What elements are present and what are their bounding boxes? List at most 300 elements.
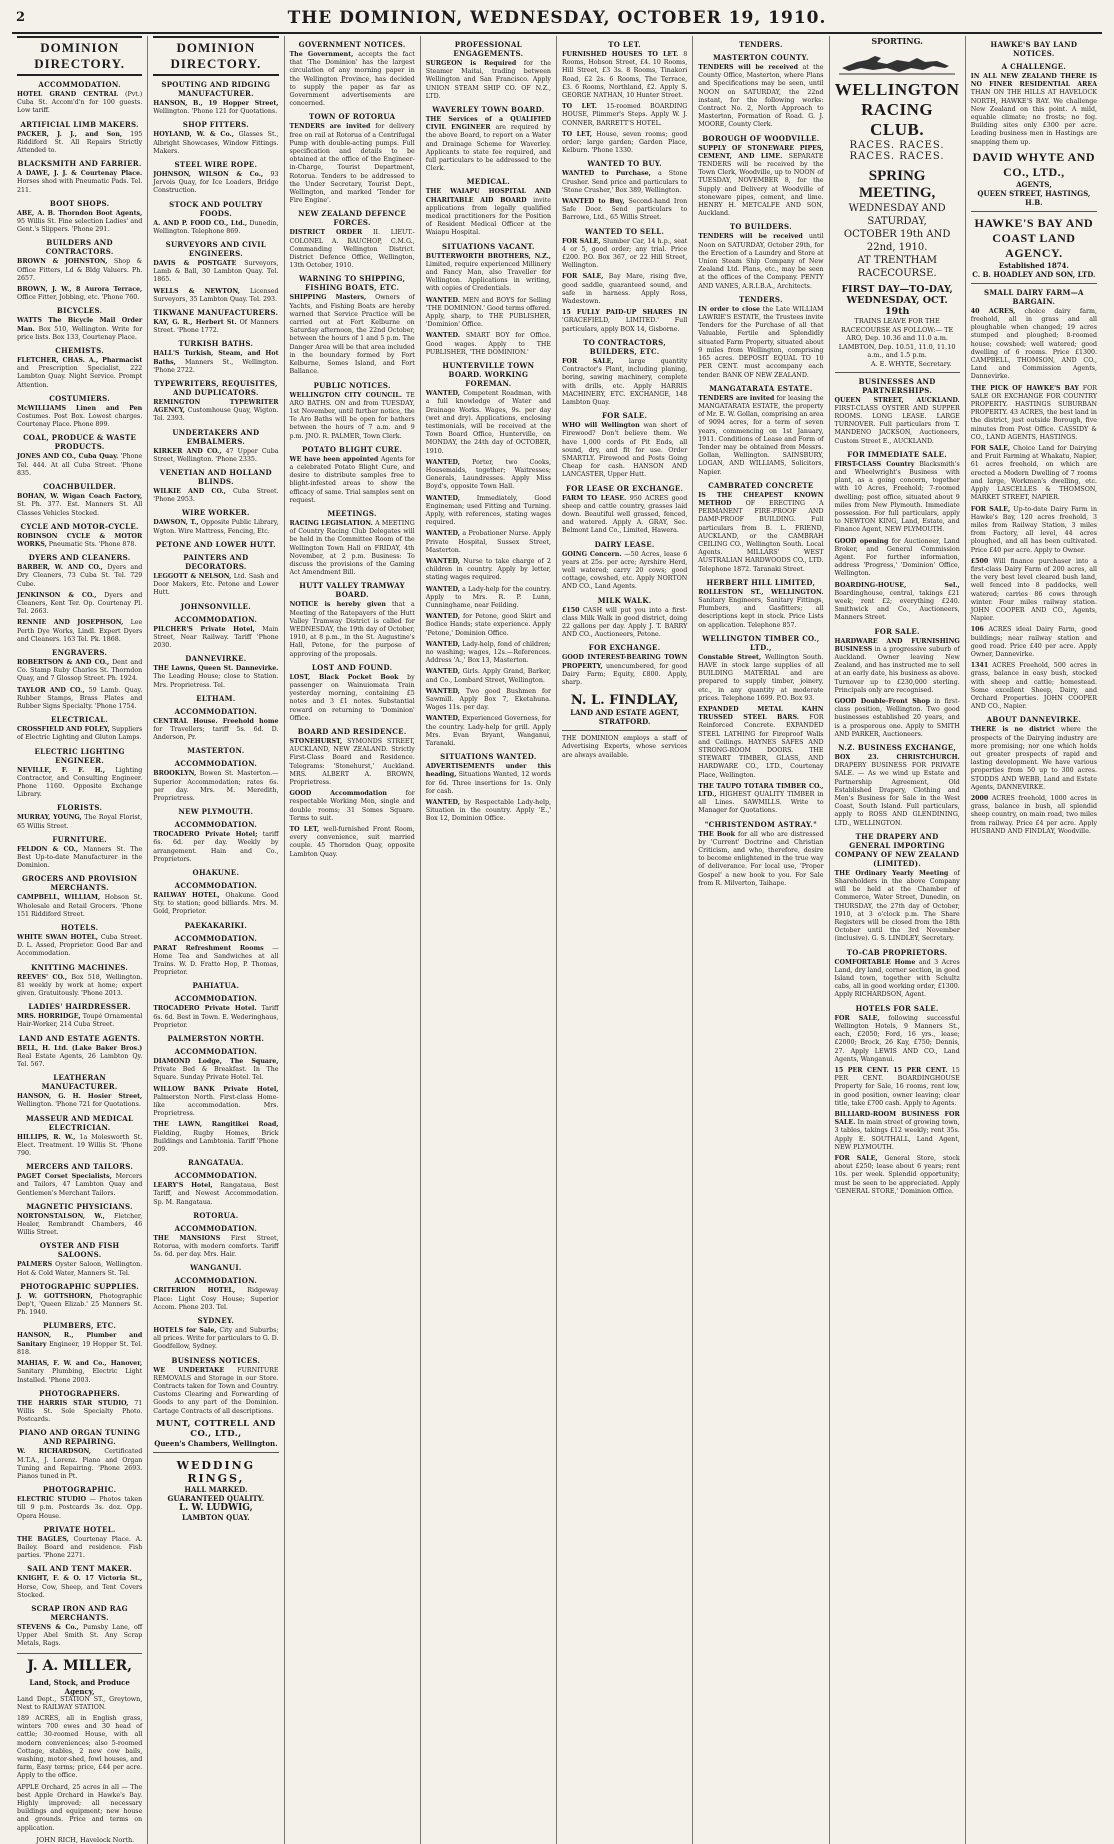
section-heading: TENDERS. [738, 40, 783, 49]
ad-text: ACRES Freehold, 500 acres in grass, balance in easy bush, stocked with sheep and cattle; homestead. Some excellent Sheep, Dairy, and Orchard Properties. JOHN COOPER AND CO., Napier. [970, 662, 1097, 711]
ad-text: for Petone, good Skirt and Bodice Hands; state experience. Apply 'Petone,' Dominion Office. [425, 613, 551, 637]
ad-text: ACRES ideal Dairy Farm, good buildings; near railway station and good road. Price £40 per acre. Apply Owner, Dannevirke. [970, 626, 1097, 658]
section-heading: PETONE AND LOWER HUTT. [155, 539, 276, 549]
classified-ad [562, 551, 687, 592]
directory-heading: DOMINION DIRECTORY. [153, 36, 278, 76]
ad-lead: GOOD opening [834, 537, 889, 545]
ad-text: Situations Wanted, 12 words for 6d. Three insertions for 1s. Only for cash. [425, 771, 551, 795]
column-8 [966, 36, 1102, 1844]
ad-lead: THERE is no district [970, 726, 1055, 734]
ad-lead: HOTEL GRAND CENTRAL [17, 91, 119, 98]
column-6 [693, 36, 829, 1844]
ad-lead: WANTED, [425, 640, 460, 648]
classified-ad [562, 654, 687, 687]
ad-text: Cuba Street. D. L. Assed, Proprietor. Good Bar and Accommodation. [17, 934, 143, 958]
section-heading: ACCOMMODATION. [174, 1046, 258, 1056]
classified-ad [562, 170, 687, 195]
ad-lead: MAHIAS, F. W. and Co., Hanover, [17, 1360, 143, 1368]
ad-text: Photographic Dep't, 'Queen Elizab.' 25 Manners St. Ph. 1940. [17, 1292, 143, 1317]
train-times: TRAINS LEAVE FOR THE RACECOURSE AS FOLLOW:— TE ARO, Dep. 10.36 and 11.0 a.m. LAMBTON, Dep. 10.51, 11.0, 11.10 a.m., and 1.5 p.m. [838, 317, 956, 359]
ad-text: —50 Acres, lease 6 years at 25s. per acre; Ayrshire Herd, well watered; carry 20 cows; good cottage, cowshed, etc. Apply NORTON AND CO., Land Agents. [562, 550, 688, 591]
ad-text: the Late WILLIAM LAWRIE'S ESTATE, the Trustees invite Tenders for the Purchase of all that Valuable, Fertile and Splendidly situated Farm Property, situated about 9 miles from Wellington, comprising 165 acres. DEPOSIT EQUAL TO 10 PER CENT. must accompany each tender. BANK OF NEW ZEALAND. [698, 305, 824, 379]
ad-text: Mercers and Tailors, 47 Lambton Quay and Gentlemen's Merchant Tailors. [17, 1173, 143, 1197]
classified-ad [971, 558, 1097, 624]
ad-text: Licensed Surveyors, 35 Lambton Quay. Tel. 293. [153, 287, 279, 303]
ad-lead: KAY, G. R., Herbert St. [153, 319, 237, 327]
firm-subtitle: Established 1874. [998, 260, 1069, 270]
column-4 [421, 36, 557, 1844]
ad-lead: BARBER, W. AND CO., [17, 564, 103, 572]
section-heading: PIANO AND ORGAN TUNING AND REPAIRING. [18, 1428, 141, 1447]
section-heading: STEEL WIRE ROPE. [174, 160, 258, 170]
section-heading: ACCOMMODATION. [174, 1223, 258, 1233]
masthead [12, 6, 1102, 34]
ad-text: invite applications from legally qualified medical practitioners for the Position of Resident Medical Officer at the Waiapu Hospital. [425, 196, 551, 237]
column-1 [12, 36, 148, 1844]
ad-text: Fletcher, Healer, Rembrandt Chambers, 46 Willis Street. [17, 1212, 143, 1237]
classified-ad [153, 892, 278, 917]
ad-text: 950 ACRES good sheep and cattle country, grasses laid down. Beautiful well grassed, fenced, and watered. Apply A. GRAY, Sec. Belmont Land Co., Limited, Hawera. [562, 494, 688, 535]
section-heading: MASTERTON. [187, 746, 245, 756]
ad-lead: GOOD INTEREST-BEARING TOWN PROPERTY, [562, 654, 688, 670]
section-heading: WANTED TO SELL. [585, 226, 665, 236]
ad-lead: TENDERS are invited [698, 394, 775, 402]
classified-ad [835, 1155, 960, 1196]
section-heading: CAMBRATED CONCRETE [708, 480, 814, 490]
section-heading: HOTELS. [60, 923, 99, 932]
ad-lead: THE Book [698, 830, 735, 838]
classified-ad [17, 1213, 142, 1238]
ad-lead: JENKINSON & CO., [17, 591, 97, 599]
ad-lead: JONES AND CO., Cuba Quay. [17, 453, 119, 461]
classified-ad [562, 607, 687, 640]
ad-text: In main street of growing town, 3 tables, takings £12 weekly; rent 35s. Apply E. SOUTHALL, Land Agent, NEW PLYMOUTH. [834, 1119, 960, 1151]
ad-lead: HANSON, G. H. Hosier Street, [17, 1093, 143, 1101]
section-heading: ACCOMMODATION. [174, 1276, 258, 1286]
classified-ad [562, 495, 687, 536]
ad-text: by Respectable Lady-help, Situation in the country. Apply 'E.,' Box 12, Dominion Office. [425, 799, 551, 823]
classified-ad [698, 492, 823, 574]
ad-lead: 1341 [970, 662, 989, 670]
meeting-venue: AT TRENTHAM RACECOURSE. [857, 255, 937, 279]
newspaper-columns [12, 36, 1102, 1844]
ad-lead: BOHAN, W. Wigan Coach Factory, [17, 493, 143, 501]
ad-lead: £150 [562, 606, 580, 614]
ad-text: Ltd. Sash and Door Makers, Etc. Petone and Lower Hutt. [153, 572, 279, 597]
classified-ad [835, 959, 960, 1000]
section-heading: ACCOMMODATION. [174, 614, 258, 624]
column-5 [557, 36, 693, 1844]
classified-ad [835, 1111, 960, 1152]
classified-ad [17, 1624, 142, 1649]
ad-lead: FIRST-CLASS Country [834, 460, 915, 468]
ad-lead: PAGET Corset Specialists, [17, 1173, 112, 1181]
section-heading: LAND AND ESTATE AGENTS. [18, 1033, 141, 1043]
ad-lead: PILCHER'S Private Hotel, [153, 625, 255, 633]
ad-text: Horses shod with Pneumatic Pads. Tel. 211. [17, 178, 143, 194]
section-heading: ABOUT DANNEVIRKE. [986, 715, 1082, 725]
ad-lead: GOOD Accommodation [289, 790, 387, 798]
classified-ad [290, 456, 415, 505]
ad-lead: WANTED to Buy, [562, 198, 625, 206]
ad-lead: WILKIE AND CO., [153, 488, 226, 496]
classified-ad [971, 445, 1097, 502]
ad-text: Toupé Ornamental Hair-Worker, 214 Cuba Street. [17, 1013, 143, 1029]
classified-ad [153, 1121, 278, 1154]
section-heading: BUILDERS AND CONTRACTORS. [45, 238, 114, 257]
ad-text: HIGHEST QUALITY TIMBER in all Lines. SAWMILLS. Write to Manager for Quotations. [698, 791, 824, 815]
ad-text: City and Suburbs; all prices. Write for particulars to G. D. Goodfellow, Sydney. [153, 1327, 279, 1351]
classified-ad [698, 233, 823, 290]
classified-ad [698, 589, 823, 630]
ad-text: Second-hand Iron Safe Door. Send particulars to Barrowe, Ltd., 65 Willis Street. [562, 198, 688, 222]
ad-text: Experienced Governess, for the country. Lady-help for grill. Apply Mrs. Evan Bryant, Wanganui, Taranaki. [425, 715, 551, 748]
ad-text: CASH will put you into a first-class Milk Walk in good district, doing 22 gallons per day. Apply J. T. BARRY AND CO., Auctioneers, Petone. [562, 606, 688, 639]
section-heading: ELTHAM. [196, 693, 236, 703]
ad-text: Real Estate Agents, 26 Lambton Qy. Tel. 567. [17, 1052, 143, 1069]
meeting-dates: OCTOBER 19th AND 22nd, 1910. [843, 229, 951, 253]
classified-ad [426, 715, 551, 748]
section-heading: DAIRY LEASE. [594, 539, 655, 549]
ad-lead: TO LET, [562, 130, 593, 138]
classified-ad [153, 1005, 278, 1030]
divider [971, 283, 1097, 284]
ad-lead: WHO will Wellington [562, 422, 640, 430]
classified-ad [153, 100, 278, 116]
ad-lead: BROOKLYN, [153, 770, 197, 778]
classified-ad [290, 392, 415, 441]
section-heading: OYSTER AND FISH SALOONS. [39, 1241, 120, 1260]
classified-ad [153, 626, 278, 651]
section-heading: SMALL DAIRY FARM—A BARGAIN. [984, 287, 1084, 306]
ad-lead: WANTED, [425, 530, 460, 538]
ad-text: Two good Bushmen for Sawmill. Apply Box 7, Eketahuna. Wages 11s. per day. [425, 687, 551, 712]
ad-text: Girls. Apply Grand, Barker, and Co., Lombard Street, Wellington. [425, 668, 551, 684]
classified-ad [426, 116, 551, 173]
jeweller-name: L. W. LUDWIG, [178, 1502, 253, 1513]
ad-text: and Prescription Specialist, 222 Lambton Quay. Night Service. Prompt Attention. [17, 365, 143, 389]
ad-lead: 40 ACRES, [970, 307, 1016, 315]
classified-ad [17, 1013, 142, 1029]
ad-lead: WE have been appointed [289, 455, 379, 463]
ad-text: Lighting Contractor, and Consulting Engineer. Phone 1160. Opposite Exchange Library. [17, 766, 143, 799]
ad-text: for all who are distressed by 'Current' Doctrine and Christian Criticism, and who, therefore, desire to become enlightened in the true way of deliverance. For local use, 'Proper Gospel' a new book to you. For Sale from R. Milverton, Taihape. [698, 830, 824, 887]
ad-text: for Auctioneer, Land Broker, and General Commission Agent. For further information, address 'Progress,' 'Dominion' Office, Wellington. [834, 537, 960, 578]
classified-ad [971, 506, 1097, 555]
section-heading: ELECTRICAL. [51, 715, 109, 725]
ad-lead: RAILWAY HOTEL, [153, 891, 220, 899]
ad-lead: LEGGOTT & NELSON, [153, 572, 232, 580]
classified-ad [153, 399, 278, 424]
classified-ad [698, 395, 823, 477]
section-heading: LEATHERAN MANUFACTURER. [41, 1073, 118, 1092]
section-heading: TURKISH BATHS. [178, 339, 254, 349]
section-heading: FOR SALE. [602, 411, 648, 421]
classified-ad [17, 1261, 142, 1277]
section-heading: ACCOMMODATION. [174, 880, 258, 890]
ad-text: tariff 6s. 6d. per day. Weekly by arrangement. Hain and Co., Proprietors. [153, 831, 279, 863]
ad-lead: FELDON & CO., [17, 845, 79, 853]
ad-text: in a progressive suburb of Auckland. Owner leaving New Zealand, and has instructed me to sell at an early date, his business as above. Turnover up to £230,000 sterling. Principals only are recognised. [834, 645, 960, 694]
ad-text: OF ERECTING A PERMANENT FIRE-PROOF AND DAMP-PROOF BUILDING. Full particulars from B. L. FRIEND, AUCKLAND, or the CAMBRAH CEILING CO., Wellington South. Local Agents. MILLARS' WEST AUSTRALIAN HARDWOODS CO., LTD. Telephone 1872. Taranaki Street. [698, 499, 824, 573]
ad-text: Dunedin, Wellington. Telephone 869. [153, 219, 279, 235]
agent-subtitle: Land, Stock, and Produce Agency, [29, 1677, 130, 1696]
classified-ad [153, 1086, 278, 1119]
ad-lead: J. W. GOTTSHORN, [17, 1292, 93, 1300]
classified-ad [17, 405, 142, 430]
ad-lead: THE TAUPO TOTARA TIMBER CO., LTD., [698, 782, 824, 799]
ad-text: Blacksmith's and Wheelwright's Business with plant, as a going concern, together with 10 Acres, Freehold; 7-roomed dwelling; post office, situated about 9 miles from New Plymouth. Immediate possession. For full particulars, apply to NEWTON KING, Land, Estate, and Finance Agent, NEW PLYMOUTH. [834, 460, 960, 534]
section-heading: PHOTOGRAPHIC. [42, 1485, 117, 1495]
section-heading: PALMERSTON NORTH. [167, 1033, 265, 1043]
ad-text: for the Steamer Maitai, trading between Wellington and San Francisco. Apply UNION STEAM SHIP CO. OF N.Z., LTD. [425, 60, 551, 100]
meeting-days: WEDNESDAY AND SATURDAY, [848, 203, 946, 227]
classified-ad [426, 668, 551, 684]
ad-text: Private Bed & Breakfast. In The Square. Sunday Private Hotel. Tel. [153, 1066, 279, 1082]
ad-lead: FOR SALE, [562, 237, 601, 245]
ad-lead: QUEEN STREET, AUCKLAND. [834, 396, 960, 404]
ad-text: Competent Roadman, with a full knowledge of Water and Drainage Works. Wages, 9s. per day (wet and dry). Applications, enclosing testimonials, will be received at the Town Board Office, Hunterville, on MONDAY, the 24th day of OCTOBER, 1910. [425, 390, 551, 455]
divider [153, 1452, 278, 1453]
ad-text: choice dairy farm, freehold, all in grass and all ploughable when changed; 19 acres stumped and ploughed; 8-roomed house; cowshed; well watered; good dwelling of 6 rooms. Price £1300. CAMPBELL, THOMSON, AND CO., Land and Commission Agents, Dannevirke. [970, 307, 1097, 381]
classified-ad [562, 309, 687, 334]
classified-ad [698, 831, 823, 888]
classified-ad [153, 319, 278, 335]
ad-lead: THE Lawns, Queen St. Dannevirke. [153, 665, 279, 673]
divider [971, 211, 1097, 212]
guaranteed-quality: GUARANTEED QUALITY. [167, 1493, 265, 1503]
ad-text: Immediately, Good Engineman; used Fitting and Turning. Apply, with references, stating wages required. [425, 494, 551, 527]
section-heading: SHOP FITTERS. [182, 120, 249, 130]
classified-ad [971, 626, 1097, 659]
ad-text: Limited, require experienced Millinery and Fancy Man, also Traveller for Wellington. Applications in writing, with copies of Credentials. [425, 260, 551, 293]
ad-text: First Street, Rotorua, with modern comforts. Tariff 5s. 6d. per day. Mrs. Hair. [153, 1234, 279, 1259]
section-heading: SITUATIONS WANTED. [440, 752, 537, 762]
section-heading: BOOT SHOPS. [49, 198, 110, 208]
ad-text: for respectable Working Men, single and double rooms; 31 Somes Square. Terms to suit. [289, 790, 415, 822]
ad-lead: WE UNDERTAKE [153, 1366, 225, 1374]
ad-text: SMART BOY for Office. Good wages. Apply to THE PUBLISHER, 'THE DOMINION.' [425, 332, 551, 356]
classified-ad [17, 286, 142, 302]
ad-lead: RENNIE AND JOSEPHSON, [17, 619, 124, 627]
section-heading: TO LET. [608, 40, 642, 49]
section-heading: PLUMBERS, ETC. [43, 1321, 117, 1331]
ad-text: ACRES freehold, 1000 acres in grass, balance in bush, all splendid sheep country, on main road, two miles from railway. Price £4 per acre. Apply HUSBAND AND FINDLAY, Woodville. [970, 795, 1097, 835]
ad-text: — Home Tea and Sandwiches at all Trains. W. D. Fratto Hop, P. Thomas, Proprietor. [153, 944, 279, 977]
section-heading: KNITTING MACHINES. [31, 962, 129, 972]
classified-ad [17, 1332, 142, 1357]
section-heading: MAGNETIC PHYSICIANS. [26, 1201, 133, 1211]
ad-text: FIRST-CLASS OYSTER AND SUPPER ROOMS. LONG LEASE. LARGE TURNOVER. Full particulars from T. MANDENO JACKSON, Auctioneers, Custom Street E., AUCKLAND. [834, 404, 960, 445]
classified-ad [562, 103, 687, 128]
ad-lead: THE BAGLES, [17, 1535, 69, 1543]
ad-lead: REMINGTON TYPEWRITER AGENCY, [153, 399, 279, 415]
section-heading: WARNING TO SHIPPING, FISHING BOATS, ETC. [299, 274, 406, 293]
ad-text: Dyers and Cleaners, Kent Ter. Op. Courtenay Pl. Tel. 2663. [17, 591, 143, 616]
section-heading: JOHNSONVILLE. [180, 601, 251, 611]
agent-listing: 189 ACRES, all in English grass, winters 700 ewes and 30 head of cattle; 30-roomed House, with all modern conveniences; also 5-roomed Cottage, stables, 2 new cow bails, washing, motor-shed, fowl houses, and farm, Easy terms; price, £44 per acre. Apply to the office. [17, 1714, 143, 1780]
ad-text: Fielding, Rugby Homes, Brick Buildings and Lambtonia. Tariff 'Phone 209. [153, 1129, 279, 1154]
section-heading: TO CONTRACTORS, BUILDERS, ETC. [583, 337, 666, 356]
ad-lead: FURNISHED HOUSES TO LET. [562, 51, 679, 58]
ad-text: Of Manners Street. 'Phone 1772. [153, 319, 279, 335]
ad-lead: PALMERS [17, 1261, 53, 1269]
section-heading: ACCOMMODATION. [174, 933, 258, 943]
section-heading: GROCERS AND PROVISION MERCHANTS. [21, 874, 138, 893]
classified-ad [17, 619, 142, 644]
ad-lead: HANSON, R., Plumber and Sanitary [17, 1332, 143, 1348]
classified-ad [971, 795, 1097, 836]
classified-ad [17, 592, 142, 617]
section-heading: DANNEVIRKE. [185, 654, 247, 664]
ad-lead: BROWN, J. W., 8 Aurora Terrace, [17, 286, 143, 294]
classified-ad [426, 459, 551, 492]
ad-lead: TENDERS are invited [289, 123, 371, 131]
section-heading: BOROUGH OF WOODVILLE. [702, 133, 820, 143]
section-heading: "CHRISTENDOM ASTRAY." [704, 819, 818, 829]
ad-text: Wellington. 'Phone 721 for Quotations. [17, 1101, 141, 1109]
ad-lead: WANTED to Purchase, [562, 170, 651, 178]
column-7 [830, 36, 966, 1844]
newspaper-title: THE DOMINION, WEDNESDAY, OCTOBER 19, 1910. [287, 8, 827, 28]
classified-ad [426, 188, 551, 237]
ad-text: The Royal Florist, 65 Willis Street. [17, 814, 143, 830]
ad-lead: WANTED, [425, 585, 460, 593]
section-heading: ELECTRIC LIGHTING ENGINEER. [34, 746, 125, 765]
ad-lead: BUTTERWORTH BROTHERS, N.Z., [425, 252, 551, 260]
classified-ad [153, 1058, 278, 1083]
ad-lead: 2000 [970, 795, 989, 802]
ad-text: 15 PER CENT. BOARDINGHOUSE Property for Sale, 16 rooms, rent low, in good position, owner leaving; clear title, take £700 cash. Apply to Agents. [834, 1066, 960, 1107]
ad-text: Courtenay Place. A. Bailey. Board and residence. Fish parties. 'Phone 2271. [17, 1535, 143, 1560]
section-heading: PROFESSIONAL ENGAGEMENTS. [453, 40, 524, 58]
ad-lead: TENDERS will be received [698, 64, 799, 71]
ad-text: SEPARATE TENDERS will be received by the Town Clerk, Woodville, up to NOON of TUESDAY, NOVEMBER 8, for the Supply and Delivery at Woodville of stoneware pipes, cement, and lime. HENRY H. METCALFE AND SON, Auckland. [698, 152, 824, 218]
ad-signature: JOHN RICH, Havelock North. [36, 1835, 135, 1844]
classified-ad [290, 294, 415, 376]
section-heading: A CHALLENGE. [1001, 62, 1067, 71]
classified-ad [153, 665, 278, 690]
page-number: 2 [16, 10, 26, 25]
ad-lead: THE LAWN, Rangitikei Road, [153, 1121, 279, 1129]
ad-lead: A DAWE, J. J. & Courtenay Place. [17, 170, 143, 178]
classified-ad [562, 51, 687, 100]
ad-lead: WELLINGTON CITY COUNCIL. [289, 391, 402, 399]
ad-text: that a Meeting of the Ratepayers of the Hutt Valley Tramway District is called for WEDNESDAY, the 19th day of October, 1910, at 8 p.m., in the St. Augustine's Hall, Petone, for the purpose of approving of the proposals. [289, 601, 415, 658]
ad-lead: BOX 23. CHRISTCHURCH. [834, 754, 960, 762]
section-heading: SPOUTING AND RIDGING MANUFACTURER. [161, 80, 271, 98]
ad-text: Agents for a celebrated Potato Blight Cure, and desire to distribute samples free to blight-infested areas to show the efficacy of same. Trial samples sent on request. [289, 455, 415, 504]
ad-text: a Stone Crusher. Send price and particulars to 'Stone Crusher,' Box 389, Wellington. [562, 170, 688, 194]
ad-text: 8 Rooms, Hobson Street, £4. 10 Rooms, Hill Street, £3 3s. 8 Rooms, Tinakori Road, £2 2s. 6 Rooms, The Terrace, £3. 6 Rooms, Northland, £2. Apply S. GEORGE NATHAN, 10 Hunter Street. [562, 51, 688, 100]
classified-ad [698, 706, 823, 780]
wedding-rings-heading: WEDDING RINGS, [176, 1458, 256, 1485]
classified-ad [426, 688, 551, 713]
ad-lead: WANTED, [425, 715, 460, 723]
ad-text: St. Ph. 377. Est. Manners St. All Classes Vehicles Stocked. [17, 501, 143, 517]
classified-ad [290, 51, 415, 108]
ad-lead: CENTRAL House. Freehold home [153, 717, 279, 725]
ad-lead: £500 [970, 557, 989, 565]
ad-lead: ELECTRIC STUDIO [17, 1496, 87, 1504]
section-heading: WAVERLEY TOWN BOARD. [432, 105, 545, 115]
ad-text: Slumber Car, 14 h.p., seat 4 or 5, good order; any trial. Price £200. P.O. Box 367, or 22 Hill Street, Wellington. [562, 237, 688, 270]
section-heading: SURVEYORS AND CIVIL ENGINEERS. [165, 240, 267, 259]
classified-ad [17, 1093, 142, 1109]
classified-ad [17, 1134, 142, 1159]
classified-ad [562, 131, 687, 156]
section-heading: PHOTOGRAPHERS. [39, 1388, 121, 1398]
section-heading: ENGRAVERS. [51, 647, 108, 657]
classified-ad [17, 726, 142, 742]
ad-text: Engineer, 19 Hopper St. Tel. 818. [17, 1340, 143, 1356]
section-heading: TIKWANE MANUFACTURERS. [153, 308, 279, 318]
classified-ad [153, 1367, 278, 1416]
classified-ad [17, 317, 142, 342]
section-heading: FOR SALE. [874, 626, 920, 636]
firm-address: Queen's Chambers, Wellington. [154, 1438, 278, 1448]
ad-lead: ROLLESTON ST., WELLINGTON. [698, 588, 824, 596]
ad-text: Porter, two Cooks, Housemaids, together; Waitresses; Generals, Laundresses. Apply Miss Boyd's, opposite Town Hall. [425, 458, 551, 491]
section-heading: FOR EXCHANGE. [588, 643, 661, 653]
ad-lead: CROSSFIELD AND FOLEY, [17, 726, 110, 734]
ad-lead: WANTED, [425, 557, 460, 565]
column-3 [285, 36, 421, 1844]
ad-text: Costumes. Post Box. Lowest charges. Courtenay Place. Phone 899. [17, 413, 143, 429]
classified-ad [153, 288, 278, 304]
ad-lead: HALL'S Turkish, Steam, and Hot Baths, [153, 350, 279, 366]
ad-text: Cuba Street. 'Phone 2953. [153, 488, 279, 504]
section-heading: FURNITURE. [52, 834, 107, 844]
section-heading: FOR LEASE OR EXCHANGE. [566, 483, 684, 493]
ad-text: Manners St. The Best Up-to-date Manufacturer in the Dominion. [17, 845, 143, 870]
classified-ad [290, 601, 415, 658]
ad-text: FURNITURE REMOVALS and Storage in our Store. Contracts taken for Town and Country. Customs Clearing and Forwarding of Goods to any part of the Dominion. Cartage Contracts of all descriptions. [153, 1366, 279, 1415]
ad-text: Will finance purchaser into a first-class Dairy Farm of 200 acres, all the very best level cleared bush land, well fenced into 8 paddocks, well watered; carries 86 cows through winter. Four miles railway station. JOHN COOPER AND CO., Agents, Napier. [970, 557, 1097, 623]
section-heading: FLORISTS. [56, 803, 103, 813]
ad-lead: SUPPLY OF STONEWARE PIPES, CEMENT, AND LIME. [698, 144, 824, 160]
ad-lead: THE MANSIONS [153, 1234, 221, 1242]
section-heading: HUTT VALLEY TRAMWAY BOARD. [299, 581, 405, 600]
section-heading: WIRE WORKER. [181, 508, 250, 518]
ad-lead: The Government, [289, 51, 354, 58]
ad-lead: WELLS & NEWTON, [153, 287, 240, 295]
ad-text: Surveyors, Lamb & Ball, 30 Lambton Quay. Tel. 1865. [153, 260, 279, 284]
section-heading: BUSINESSES AND PARTNERSHIPS. [858, 376, 936, 395]
firm-address: QUEEN STREET, HASTINGS, H.B. [977, 188, 1091, 207]
section-heading: PAHIATUA. [192, 981, 240, 991]
ad-text: Glasses St., Albright Showcases, Window Fittings. Makers. [153, 131, 279, 155]
classified-ad [153, 1182, 278, 1207]
ad-lead: IN ALL NEW ZEALAND THERE IS NO FINER RESIDENTIAL AREA [970, 73, 1097, 89]
ad-lead: LEARY'S Hotel, [153, 1182, 213, 1190]
classified-ad [426, 60, 551, 101]
ad-lead: HANSON, B., 19 Hopper Street, [153, 100, 279, 107]
section-heading: COACHBUILDER. [43, 482, 117, 492]
ad-lead: MURRAY, YOUNG, [17, 814, 82, 822]
secretary-signature: A. E. WHYTE, Secretary. [870, 359, 952, 368]
classified-ad [426, 641, 551, 666]
ad-text: unencumbered, for good Dairy Farm; Equity, £800. Apply, sharp. [562, 662, 688, 686]
ad-text: Horse, Cow, Sheep, and Tent Covers Stocked. [17, 1583, 143, 1599]
classified-ad [17, 533, 142, 549]
classified-ad [698, 654, 823, 703]
classified-ad [17, 170, 142, 195]
ad-lead: FOR SALE, [970, 445, 1011, 453]
ad-lead: TAYLOR AND CO., [17, 686, 85, 694]
firm-name: MUNT, COTTRELL AND CO., LTD., [155, 1418, 276, 1439]
ad-lead: WHITE SWAN HOTEL, [17, 934, 98, 941]
